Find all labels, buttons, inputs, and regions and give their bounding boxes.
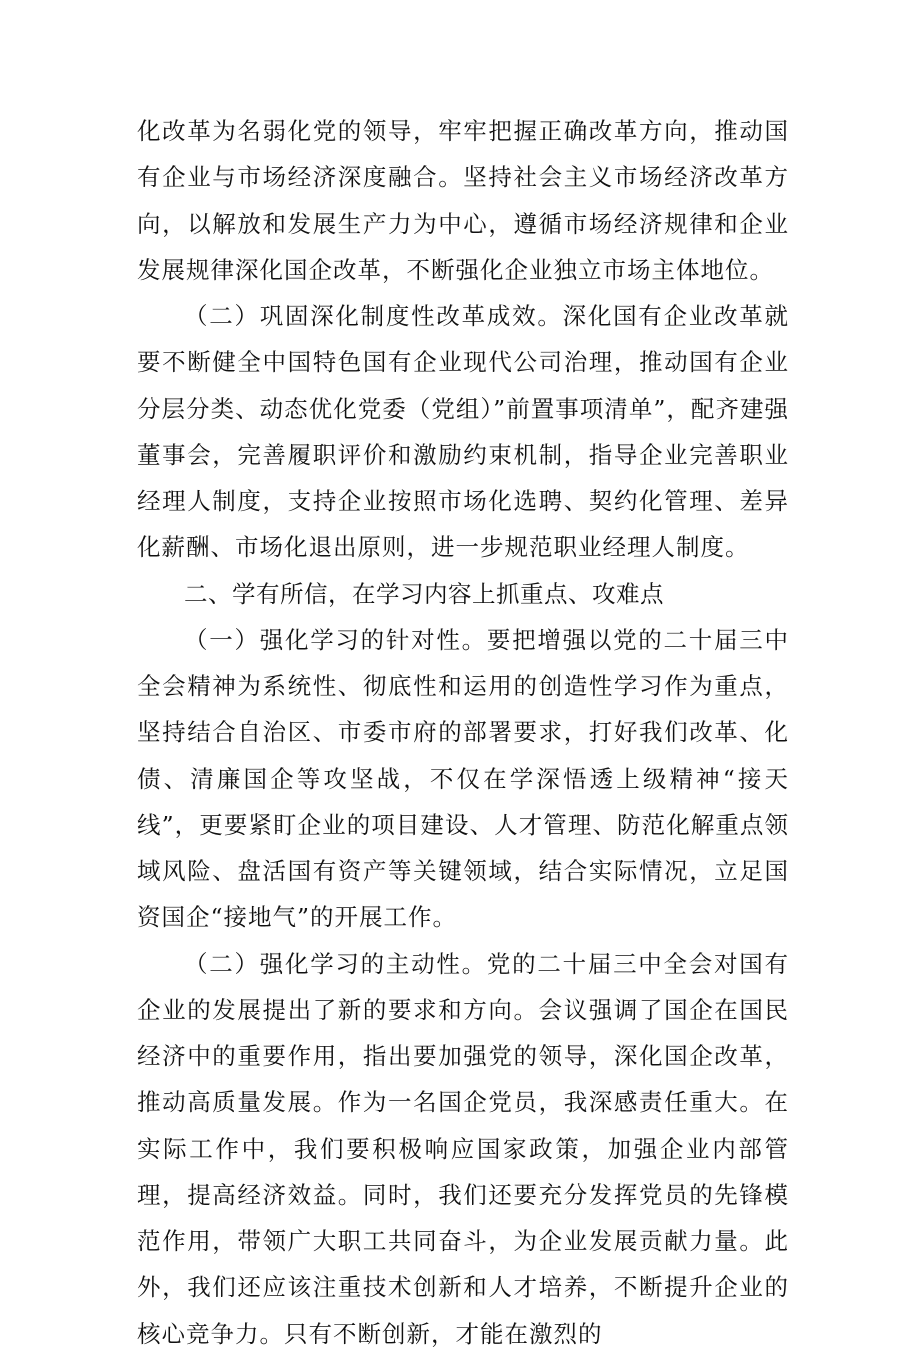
paragraph-reform-direction: 化改革为名弱化党的领导，牢牢把握正确改革方向，推动国有企业与市场经济深度融合。坚持社会主义市场经济改革方向，以解放和发展生产力为中心，遵循市场经济规律和企业发展规律深化国企改革，不断强化企业独立市场主体地位。 xyxy=(137,117,789,284)
paragraph-learning-targeting: （一）强化学习的针对性。要把增强以党的二十届三中全会精神为系统性、彻底性和运用的创造性学习作为重点，坚持结合自治区、市委市府的部署要求，打好我们改革、化债、清廉国企等攻坚战，不仅在学深悟透上级精神“接天线”，更要紧盯企业的项目建设、人才管理、防范化解重点领域风险、盘活国有资产等关键领域，结合实际情况，立足国资国企“接地气”的开展工作。 xyxy=(137,625,789,932)
paragraph-learning-initiative: （二）强化学习的主动性。党的二十届三中全会对国有企业的发展提出了新的要求和方向。会议强调了国企在国民经济中的重要作用，指出要加强党的领导，深化国企改革，推动高质量发展。作为一名国企党员，我深感责任重大。在实际工作中，我们要积极响应国家政策，加强企业内部管理，提高经济效益。同时，我们还要充分发挥党员的先锋模范作用，带领广大职工共同奋斗，为企业发展贡献力量。此外，我们还应该注重技术创新和人才培养，不断提升企业的核心竞争力。只有不断创新，才能在激烈的 xyxy=(137,949,789,1348)
document-body xyxy=(137,108,789,1357)
paragraph-institutional-reform: （二）巩固深化制度性改革成效。深化国有企业改革就要不断健全中国特色国有企业现代公司治理，推动国有企业分层分类、动态优化党委（党组）”前置事项清单”，配齐建强董事会，完善履职评价和激励约束机制，指导企业完善职业经理人制度，支持企业按照市场化选聘、契约化管理、差异化薪酬、市场化退出原则，进一步规范职业经理人制度。 xyxy=(137,302,789,562)
section-heading-learning-content: 二、学有所信，在学习内容上抓重点、攻难点 xyxy=(184,579,664,608)
